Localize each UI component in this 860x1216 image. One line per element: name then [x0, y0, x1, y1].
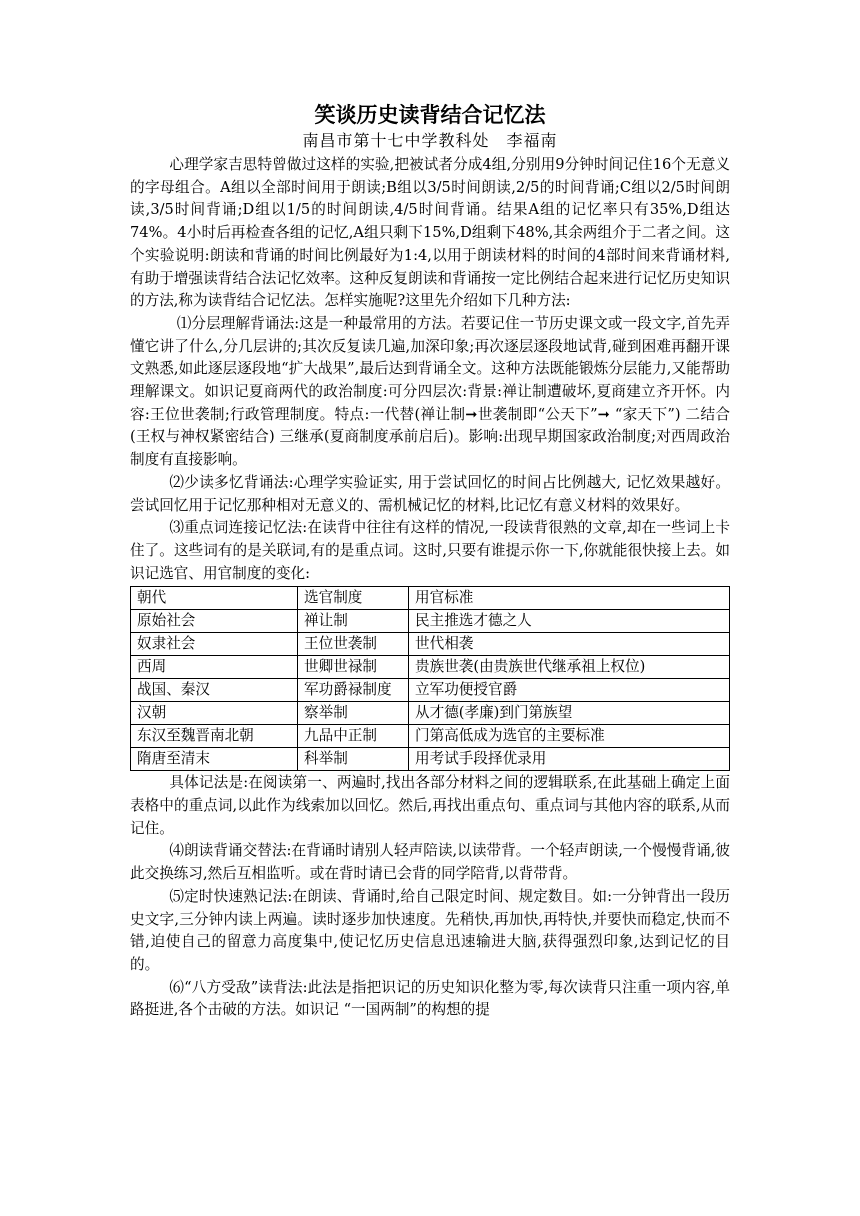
intro-paragraph: 心理学家吉思特曾做过这样的实验,把被试者分成4组,分别用9分钟时间记住16个无意义的字母组合。A组以全部时间用于朗读;B组以3/5时间朗读,2/5的时间背诵;C组以2/5时间朗读,3/5时间背诵;D组以1/5的时间朗读,4/5时间背诵。结果A组的记忆率只有35%,D组达74%。4小时后再检查各组的记忆,A组只剩下15%,D组剩下48%,其余两组介于二者之间。这个实验说明:朗读和背诵的时间比例最好为1:4,以用于朗读材料的时间的4部时间来背诵材料,有助于增强读背结合法记忆效率。这种反复朗读和背诵按一定比例结合起来进行记忆历史知识的方法,称为读背结合记忆法。怎样实施呢?这里先介绍如下几种方法:: [130, 156, 730, 310]
table-row: [131, 702, 730, 725]
table-cell: 用考试手段择优录用: [409, 748, 730, 771]
method-3-paragraph: ⑶重点词连接记忆法:在读背中往往有这样的情况,一段读背很熟的文章,却在一些词上卡住了。这些词有的是关联词,有的是重点词。这时,只要有谁提示你一下,你就能很快接上去。如识记选官、用官制度的变化:: [130, 519, 730, 582]
author-line: 南昌市第十七中学教科处 李福南: [302, 131, 558, 150]
table-header-cell: 用官标准: [409, 587, 730, 610]
table-cell: 贵族世袭(由贵族世代继承祖上权位): [409, 656, 730, 679]
table-row: [131, 656, 730, 679]
method-2-paragraph: ⑵少读多忆背诵法:心理学实验证实, 用于尝试回忆的时间占比例越大, 记忆效果越好。尝试回忆用于记忆那种相对无意义的、需机械记忆的材料,比记忆有意义材料的效果好。: [130, 473, 730, 514]
table-cell: 军功爵禄制度: [298, 679, 409, 702]
table-cell: 原始社会: [131, 610, 298, 633]
table-header-row: [131, 587, 730, 610]
table-cell: 门第高低成为选官的主要标准: [409, 725, 730, 748]
table-cell: 隋唐至清末: [131, 748, 298, 771]
table-cell: 从才德(孝廉)到门第族望: [409, 702, 730, 725]
table-cell: 东汉至魏晋南北朝: [131, 725, 298, 748]
table-cell: 禅让制: [298, 610, 409, 633]
table-cell: 立军功便授官爵: [409, 679, 730, 702]
table-row: [131, 610, 730, 633]
document-page: [130, 100, 730, 1022]
table-cell: 世卿世禄制: [298, 656, 409, 679]
table-header-cell: 选官制度: [298, 587, 409, 610]
table-cell: 汉朝: [131, 702, 298, 725]
table-cell: 世代相袭: [409, 633, 730, 656]
table-cell: 科举制: [298, 748, 409, 771]
table-cell: 王位世袭制: [298, 633, 409, 656]
article-title: 笑谈历史读背结合记忆法: [314, 103, 546, 127]
table-cell: 察举制: [298, 702, 409, 725]
table-cell: 民主推选才德之人: [409, 610, 730, 633]
table-cell: 西周: [131, 656, 298, 679]
table-cell: 战国、秦汉: [131, 679, 298, 702]
method-3-detail-paragraph: 具体记法是:在阅读第一、两遍时,找出各部分材料之间的逻辑联系,在此基础上确定上面表格中的重点词,以此作为线索加以回忆。然后,再找出重点句、重点词与其他内容的联系,从而记住。: [130, 774, 730, 837]
table-row: [131, 748, 730, 771]
table-row: [131, 679, 730, 702]
official-selection-table: [130, 586, 730, 771]
table-cell: 奴隶社会: [131, 633, 298, 656]
table-row: [131, 633, 730, 656]
method-1-paragraph: ⑴分层理解背诵法:这是一种最常用的方法。若要记住一节历史课文或一段文字,首先弄懂它讲了什么,分几层讲的;其次反复读几遍,加深印象;再次逐层逐段地试背,碰到困难再翻开课文熟悉,如此逐层逐段地“扩大战果”,最后达到背诵全文。这种方法既能锻炼分层能力,又能帮助理解课文。如识记夏商两代的政治制度:可分四层次:背景:禅让制遭破坏,夏商建立齐开怀。内容:王位世袭制;行政管理制度。特点:一代替(禅让制➞世袭制即“公天下”➞ “家天下”) 二结合(王权与神权紧密结合) 三继承(夏商制度承前启后)。影响:出现早期国家政治制度;对西周政治制度有直接影响。: [130, 314, 730, 469]
table-cell: 九品中正制: [298, 725, 409, 748]
table-row: [131, 725, 730, 748]
method-5-paragraph: ⑸定时快速熟记法:在朗读、背诵时,给自己限定时间、规定数目。如:一分钟背出一段历史文字,三分钟内读上两遍。读时逐步加快速度。先稍快,再加快,再特快,并要快而稳定,快而不错,迫使自己的留意力高度集中,使记忆历史信息迅速输进大脑,获得强烈印象,达到记忆的目的。: [130, 887, 730, 973]
table-header-cell: 朝代: [131, 587, 298, 610]
method-6-paragraph: ⑹“八方受敌”读背法:此法是指把识记的历史知识化整为零,每次读背只注重一项内容,单路挺进,各个击破的方法。如识记 “一国两制”的构想的提: [130, 978, 730, 1019]
method-4-paragraph: ⑷朗读背诵交替法:在背诵时请别人轻声陪读,以读带背。一个轻声朗读,一个慢慢背诵,彼此交换练习,然后互相监听。或在背时请已会背的同学陪背,以背带背。: [130, 842, 730, 883]
